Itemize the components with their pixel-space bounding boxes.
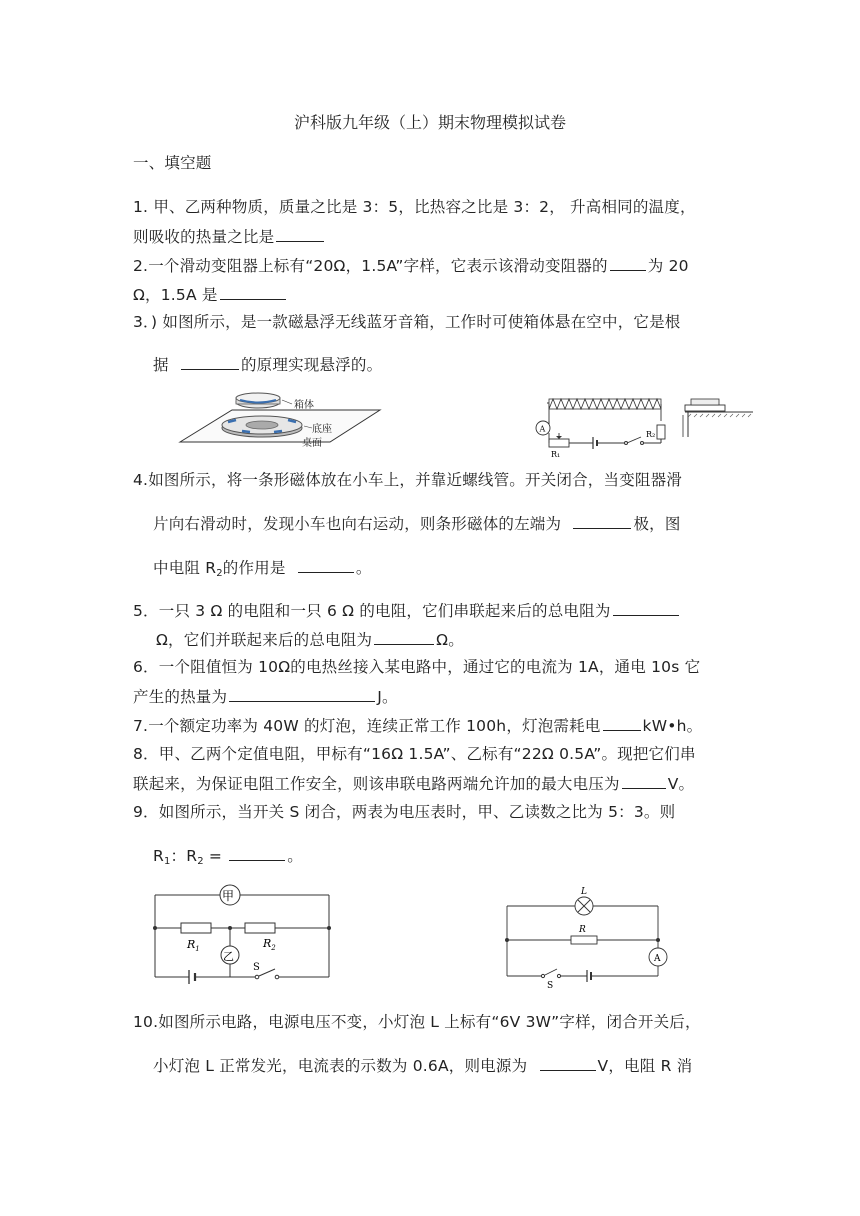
q4-text-a: 片向右滑动时，发现小车也向右运动，则条形磁体的左端为 [153, 515, 562, 533]
q7-answer-blank[interactable] [603, 714, 641, 731]
q2-answer-blank-1[interactable] [610, 254, 646, 271]
meter-jia-label: 甲 [222, 889, 235, 903]
q2-text-c: Ω，1.5A 是 [133, 286, 218, 304]
q3-text-a: 据 [153, 356, 169, 374]
q7-text-a: 7.一个额定功率为 40W 的灯泡，连续正常工作 100h，灯泡需耗电 [133, 717, 601, 735]
q5-text-b: Ω，它们并联起来后的总电阻为 [156, 631, 373, 649]
q9-r2-symbol: ：R [170, 847, 198, 865]
r1-label: R₁ [551, 450, 561, 459]
q9-line2 [153, 844, 303, 867]
q3-text-b: 的原理实现悬浮的。 [240, 356, 383, 374]
q10-circuit-figure [495, 884, 695, 989]
label-table: 桌面 [302, 438, 322, 449]
q9-line1: 9．如图所示，当开关 S 闭合，两表为电压表时，甲、乙读数之比为 5：3。则 [133, 803, 676, 821]
q9-r1-subscript: 1 [163, 856, 171, 867]
q9-circuit-figure [145, 880, 340, 985]
r1-label: R [187, 938, 196, 951]
q10-text-a: 小灯泡 L 正常发光，电流表的示数为 0.6A，则电源为 [153, 1057, 528, 1075]
q4-line1: 4.如图所示，将一条形磁体放在小车上，并靠近螺线管。开关闭合，当变阻器滑 [133, 471, 682, 489]
q2-line1 [133, 254, 689, 277]
q10-line2 [153, 1054, 692, 1077]
r2-sub: 2 [271, 944, 276, 952]
q2-line2 [133, 283, 288, 306]
q3-line2 [153, 353, 382, 376]
page-title: 沪科版九年级（上）期末物理模拟试卷 [293, 113, 566, 132]
svg-text:R1 [186, 938, 200, 953]
meter-yi-label: 乙 [223, 950, 234, 963]
q6-answer-blank[interactable] [229, 685, 375, 702]
q10-line1: 10.如图所示电路，电源电压不变，小灯泡 L 上标有“6V 3W”字样，闭合开关后， [133, 1013, 701, 1031]
label-base: 底座 [312, 424, 332, 435]
switch-s-label: S [253, 962, 260, 973]
q1-line2 [133, 225, 326, 248]
q8-text-b: V。 [667, 775, 695, 793]
label-box: 箱体 [294, 400, 314, 411]
q5-text-c: Ω。 [436, 631, 464, 649]
q9-period: 。 [287, 847, 303, 865]
svg-text:R2 [262, 937, 276, 952]
q4-text-b: 极，图 [633, 515, 681, 533]
q3-answer-blank[interactable] [181, 353, 239, 370]
q6-text-b: J。 [377, 688, 398, 706]
levitating-speaker-figure [170, 390, 390, 450]
r2-label: R₂ [646, 430, 656, 439]
q2-text-b: 为 20 [647, 257, 689, 275]
q1-text: 则吸收的热量之比是 [133, 228, 275, 246]
q5-line2 [156, 628, 464, 651]
q4-answer-blank-1[interactable] [573, 512, 631, 529]
r2-label: R [263, 937, 272, 950]
q3-line1: 3．) 如图所示，是一款磁悬浮无线蓝牙音箱，工作时可使箱体悬在空中，它是根 [133, 313, 681, 331]
q5-answer-blank-1[interactable] [613, 599, 679, 616]
q4-text-e: 。 [355, 559, 372, 577]
section-heading: 一、填空题 [133, 154, 212, 172]
switch-s-label-2: S [547, 981, 554, 989]
q2-text-a: 2.一个滑动变阻器上标有“20Ω，1.5A”字样，它表示该滑动变阻器的 [133, 257, 608, 275]
q9-r2-subscript: 2 [197, 856, 204, 867]
q4-text-d: 的作用是 [222, 559, 286, 577]
solenoid-circuit-figure [525, 395, 760, 460]
r1-sub: 1 [195, 945, 200, 953]
q1-line1: 1. 甲、乙两种物质，质量之比是 3：5，比热容之比是 3：2， 升高相同的温度， [133, 198, 696, 216]
q7-text-b: kW•h。 [642, 717, 703, 735]
q2-answer-blank-2[interactable] [220, 283, 286, 300]
q9-equals: = [203, 847, 223, 865]
q5-line1 [133, 599, 681, 622]
ammeter-a-label: A [654, 954, 661, 964]
q4-text-c: 中电阻 R [153, 559, 217, 577]
q4-subscript: 2 [216, 568, 223, 579]
q10-text-b: V，电阻 R 消 [597, 1057, 693, 1075]
q8-line2 [133, 772, 694, 795]
q5-answer-blank-2[interactable] [374, 628, 434, 645]
q1-answer-blank[interactable] [276, 225, 324, 242]
q10-answer-blank[interactable] [540, 1054, 596, 1071]
q4-answer-blank-2[interactable] [298, 556, 354, 573]
q8-answer-blank[interactable] [622, 772, 666, 789]
q6-line2 [133, 685, 398, 708]
resistor-r-label: R [579, 925, 586, 935]
q8-text-a: 联起来，为保证电阻工作安全，则该串联电路两端允许加的最大电压为 [133, 775, 620, 793]
q7-line1 [133, 714, 702, 737]
q4-line3 [153, 556, 372, 579]
q8-line1: 8．甲、乙两个定值电阻，甲标有“16Ω 1.5A”、乙标有“22Ω 0.5A”。现把它们串 [133, 745, 696, 763]
q9-r1-symbol: R [153, 847, 164, 865]
ammeter-label: A [539, 424, 546, 434]
lamp-l-label: L [581, 887, 587, 897]
q5-text-a: 5．一只 3 Ω 的电阻和一只 6 Ω 的电阻，它们串联起来后的总电阻为 [133, 602, 611, 620]
q6-line1: 6．一个阻值恒为 10Ω的电热丝接入某电路中，通过它的电流为 1A，通电 10s 它 [133, 658, 701, 676]
q4-line2 [153, 512, 681, 535]
q6-text-a: 产生的热量为 [133, 688, 228, 706]
q9-answer-blank[interactable] [229, 844, 285, 861]
